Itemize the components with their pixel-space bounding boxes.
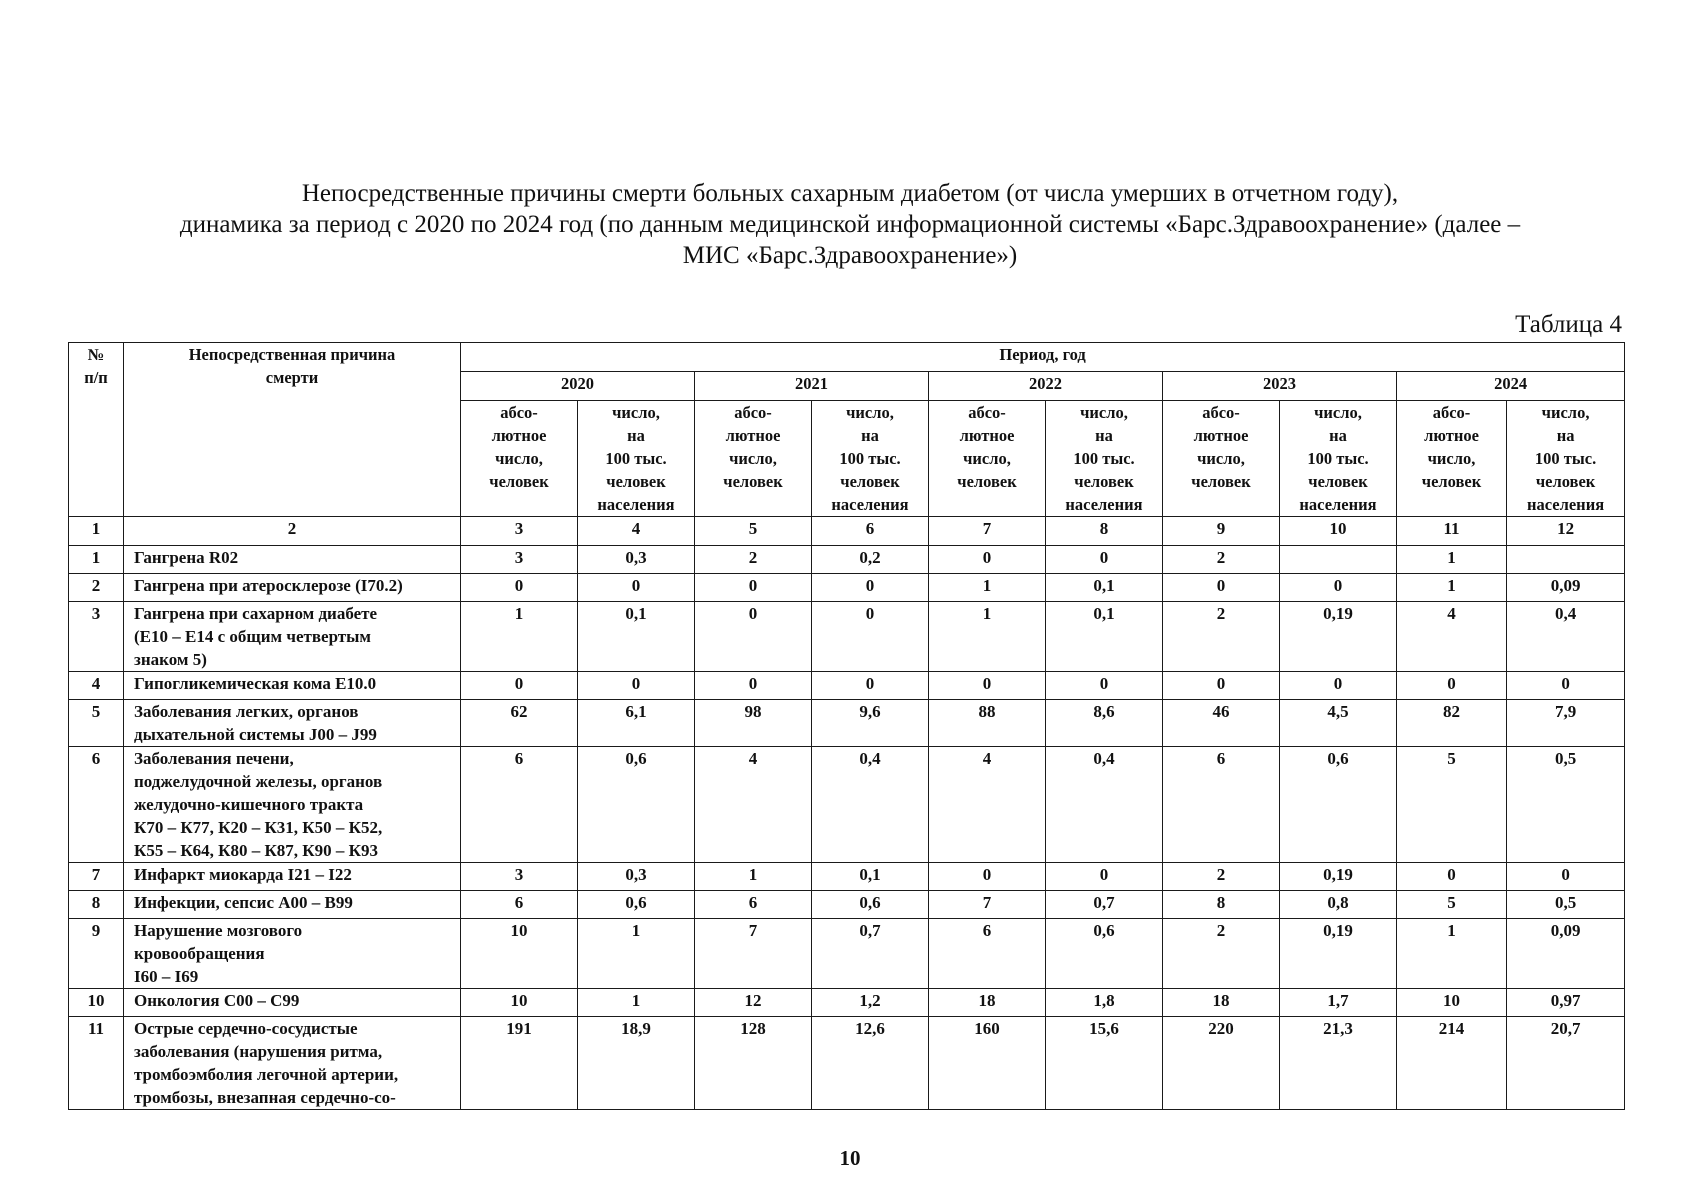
- header-rate-per-100k: число, на 100 тыс. человек населения: [812, 401, 929, 517]
- rate-cell: 0,3: [578, 863, 695, 891]
- absolute-count-cell: 10: [1397, 989, 1507, 1017]
- absolute-count-cell: 2: [1163, 863, 1280, 891]
- rate-cell: 0,09: [1507, 574, 1625, 602]
- row-number: 8: [69, 891, 124, 919]
- rate-cell: 0: [1280, 672, 1397, 700]
- rate-cell: 0,1: [1046, 574, 1163, 602]
- death-causes-table: [68, 342, 1625, 1110]
- rate-cell: [1280, 546, 1397, 574]
- absolute-count-cell: 1: [695, 863, 812, 891]
- column-number: 8: [1046, 517, 1163, 546]
- absolute-count-cell: 1: [929, 574, 1046, 602]
- header-period: Период, год: [461, 343, 1625, 372]
- rate-cell: [1507, 546, 1625, 574]
- header-year: 2022: [929, 372, 1163, 401]
- table-row: [69, 700, 1625, 747]
- absolute-count-cell: 82: [1397, 700, 1507, 747]
- rate-cell: 0,6: [1280, 747, 1397, 863]
- absolute-count-cell: 0: [929, 672, 1046, 700]
- header-rate-per-100k: число, на 100 тыс. человек населения: [1046, 401, 1163, 517]
- rate-cell: 1,2: [812, 989, 929, 1017]
- rate-cell: 20,7: [1507, 1017, 1625, 1110]
- table-row: [69, 546, 1625, 574]
- cause-cell: Заболевания печени, поджелудочной железы, органов желудочно-кишечного тракта К70 – К77, К20 – К31, К50 – К52, К55 – К64, К80 – К87, К90 – К93: [124, 747, 461, 863]
- rate-cell: 0: [578, 672, 695, 700]
- absolute-count-cell: 0: [695, 602, 812, 672]
- absolute-count-cell: 220: [1163, 1017, 1280, 1110]
- rate-cell: 1,8: [1046, 989, 1163, 1017]
- table-row: [69, 989, 1625, 1017]
- rate-cell: 0,7: [812, 919, 929, 989]
- rate-cell: 0,6: [578, 747, 695, 863]
- title-line: МИС «Барс.Здравоохранение»): [682, 242, 1018, 269]
- row-number: 7: [69, 863, 124, 891]
- absolute-count-cell: 62: [461, 700, 578, 747]
- table-row: [69, 891, 1625, 919]
- rate-cell: 21,3: [1280, 1017, 1397, 1110]
- rate-cell: 1: [578, 989, 695, 1017]
- absolute-count-cell: 4: [929, 747, 1046, 863]
- rate-cell: 12,6: [812, 1017, 929, 1110]
- rate-cell: 18,9: [578, 1017, 695, 1110]
- rate-cell: 0,19: [1280, 919, 1397, 989]
- column-number: 11: [1397, 517, 1507, 546]
- header-absolute-count: абсо- лютное число, человек: [1163, 401, 1280, 517]
- absolute-count-cell: 7: [929, 891, 1046, 919]
- table-row: [69, 919, 1625, 989]
- absolute-count-cell: 88: [929, 700, 1046, 747]
- column-number: 10: [1280, 517, 1397, 546]
- absolute-count-cell: 4: [695, 747, 812, 863]
- row-number: 11: [69, 1017, 124, 1110]
- absolute-count-cell: 1: [1397, 546, 1507, 574]
- column-number: 7: [929, 517, 1046, 546]
- rate-cell: 1: [578, 919, 695, 989]
- rate-cell: 0,6: [812, 891, 929, 919]
- absolute-count-cell: 0: [929, 863, 1046, 891]
- cause-cell: Гангрена R02: [124, 546, 461, 574]
- absolute-count-cell: 0: [929, 546, 1046, 574]
- absolute-count-cell: 0: [695, 672, 812, 700]
- header-absolute-count: абсо- лютное число, человек: [695, 401, 812, 517]
- absolute-count-cell: 6: [929, 919, 1046, 989]
- header-absolute-count: абсо- лютное число, человек: [461, 401, 578, 517]
- rate-cell: 0: [1046, 863, 1163, 891]
- rate-cell: 0: [812, 672, 929, 700]
- rate-cell: 0,1: [1046, 602, 1163, 672]
- cause-cell: Нарушение мозгового кровообращения I60 – I69: [124, 919, 461, 989]
- row-number: 4: [69, 672, 124, 700]
- column-number: 12: [1507, 517, 1625, 546]
- title-line: динамика за период с 2020 по 2024 год (по данным медицинской информационной системы «Барс.Здравоохранение» (далее –: [179, 211, 1521, 238]
- rate-cell: 0,19: [1280, 863, 1397, 891]
- absolute-count-cell: 2: [695, 546, 812, 574]
- rate-cell: 0: [1280, 574, 1397, 602]
- header-rate-per-100k: число, на 100 тыс. человек населения: [1280, 401, 1397, 517]
- rate-cell: 7,9: [1507, 700, 1625, 747]
- absolute-count-cell: 0: [1163, 672, 1280, 700]
- column-number: 4: [578, 517, 695, 546]
- rate-cell: 0,6: [1046, 919, 1163, 989]
- rate-cell: 0,3: [578, 546, 695, 574]
- absolute-count-cell: 6: [461, 891, 578, 919]
- table-row: [69, 574, 1625, 602]
- rate-cell: 0: [1046, 546, 1163, 574]
- absolute-count-cell: 12: [695, 989, 812, 1017]
- header-year: 2023: [1163, 372, 1397, 401]
- absolute-count-cell: 1: [1397, 574, 1507, 602]
- header-rate-per-100k: число, на 100 тыс. человек населения: [1507, 401, 1625, 517]
- rate-cell: 0,97: [1507, 989, 1625, 1017]
- cause-cell: Гангрена при атеросклерозе (I70.2): [124, 574, 461, 602]
- rate-cell: 0,4: [1046, 747, 1163, 863]
- rate-cell: 0: [1507, 863, 1625, 891]
- table-row: [69, 602, 1625, 672]
- absolute-count-cell: 4: [1397, 602, 1507, 672]
- rate-cell: 0,8: [1280, 891, 1397, 919]
- header-number: № п/п: [69, 343, 124, 517]
- absolute-count-cell: 8: [1163, 891, 1280, 919]
- rate-cell: 0: [1046, 672, 1163, 700]
- rate-cell: 0: [812, 574, 929, 602]
- absolute-count-cell: 10: [461, 989, 578, 1017]
- cause-cell: Инфекции, сепсис А00 – В99: [124, 891, 461, 919]
- absolute-count-cell: 1: [461, 602, 578, 672]
- rate-cell: 0: [1507, 672, 1625, 700]
- absolute-count-cell: 18: [1163, 989, 1280, 1017]
- cause-cell: Онкология С00 – С99: [124, 989, 461, 1017]
- cause-cell: Гангрена при сахарном диабете (Е10 – Е14 с общим четвертым знаком 5): [124, 602, 461, 672]
- rate-cell: 0: [578, 574, 695, 602]
- header-year: 2020: [461, 372, 695, 401]
- column-number: 6: [812, 517, 929, 546]
- table-row: [69, 1017, 1625, 1110]
- header-row-period: [69, 343, 1625, 372]
- row-number: 6: [69, 747, 124, 863]
- rate-cell: 0,09: [1507, 919, 1625, 989]
- absolute-count-cell: 0: [695, 574, 812, 602]
- column-numbers-row: [69, 517, 1625, 546]
- column-number: 1: [69, 517, 124, 546]
- absolute-count-cell: 160: [929, 1017, 1046, 1110]
- row-number: 10: [69, 989, 124, 1017]
- rate-cell: 0: [812, 602, 929, 672]
- document-title: [60, 178, 1640, 271]
- rate-cell: 0,1: [578, 602, 695, 672]
- absolute-count-cell: 98: [695, 700, 812, 747]
- header-year: 2024: [1397, 372, 1625, 401]
- absolute-count-cell: 0: [1163, 574, 1280, 602]
- rate-cell: 8,6: [1046, 700, 1163, 747]
- absolute-count-cell: 5: [1397, 747, 1507, 863]
- absolute-count-cell: 6: [1163, 747, 1280, 863]
- page-number: 10: [839, 1146, 861, 1170]
- absolute-count-cell: 6: [695, 891, 812, 919]
- absolute-count-cell: 1: [929, 602, 1046, 672]
- absolute-count-cell: 3: [461, 546, 578, 574]
- cause-cell: Инфаркт миокарда I21 – I22: [124, 863, 461, 891]
- rate-cell: 9,6: [812, 700, 929, 747]
- rate-cell: 1,7: [1280, 989, 1397, 1017]
- absolute-count-cell: 3: [461, 863, 578, 891]
- absolute-count-cell: 2: [1163, 602, 1280, 672]
- table-row: [69, 863, 1625, 891]
- header-year: 2021: [695, 372, 929, 401]
- rate-cell: 0,6: [578, 891, 695, 919]
- row-number: 1: [69, 546, 124, 574]
- absolute-count-cell: 2: [1163, 919, 1280, 989]
- column-number: 5: [695, 517, 812, 546]
- row-number: 2: [69, 574, 124, 602]
- header-rate-per-100k: число, на 100 тыс. человек населения: [578, 401, 695, 517]
- row-number: 9: [69, 919, 124, 989]
- rate-cell: 6,1: [578, 700, 695, 747]
- rate-cell: 0,4: [812, 747, 929, 863]
- rate-cell: 0,2: [812, 546, 929, 574]
- absolute-count-cell: 5: [1397, 891, 1507, 919]
- rate-cell: 0,5: [1507, 891, 1625, 919]
- absolute-count-cell: 128: [695, 1017, 812, 1110]
- rate-cell: 0,5: [1507, 747, 1625, 863]
- absolute-count-cell: 1: [1397, 919, 1507, 989]
- rate-cell: 4,5: [1280, 700, 1397, 747]
- cause-cell: Заболевания легких, органов дыхательной системы J00 – J99: [124, 700, 461, 747]
- absolute-count-cell: 0: [461, 672, 578, 700]
- rate-cell: 0,19: [1280, 602, 1397, 672]
- absolute-count-cell: 46: [1163, 700, 1280, 747]
- absolute-count-cell: 191: [461, 1017, 578, 1110]
- absolute-count-cell: 6: [461, 747, 578, 863]
- absolute-count-cell: 2: [1163, 546, 1280, 574]
- column-number: 9: [1163, 517, 1280, 546]
- table-row: [69, 672, 1625, 700]
- row-number: 3: [69, 602, 124, 672]
- table-label: Таблица 4: [1515, 311, 1622, 338]
- absolute-count-cell: 0: [1397, 863, 1507, 891]
- rate-cell: 0,1: [812, 863, 929, 891]
- cause-cell: Гипогликемическая кома Е10.0: [124, 672, 461, 700]
- column-number: 3: [461, 517, 578, 546]
- header-absolute-count: абсо- лютное число, человек: [929, 401, 1046, 517]
- row-number: 5: [69, 700, 124, 747]
- absolute-count-cell: 7: [695, 919, 812, 989]
- table-row: [69, 747, 1625, 863]
- column-number: 2: [124, 517, 461, 546]
- absolute-count-cell: 18: [929, 989, 1046, 1017]
- rate-cell: 15,6: [1046, 1017, 1163, 1110]
- header-cause: Непосредственная причина смерти: [124, 343, 461, 517]
- absolute-count-cell: 10: [461, 919, 578, 989]
- header-absolute-count: абсо- лютное число, человек: [1397, 401, 1507, 517]
- cause-cell: Острые сердечно-сосудистые заболевания (нарушения ритма, тромбоэмболия легочной артерии, тромбозы, внезапная сердечно-со-: [124, 1017, 461, 1110]
- absolute-count-cell: 0: [461, 574, 578, 602]
- rate-cell: 0,7: [1046, 891, 1163, 919]
- rate-cell: 0,4: [1507, 602, 1625, 672]
- title-line: Непосредственные причины смерти больных сахарным диабетом (от числа умерших в отчетном году),: [301, 180, 1399, 207]
- absolute-count-cell: 0: [1397, 672, 1507, 700]
- absolute-count-cell: 214: [1397, 1017, 1507, 1110]
